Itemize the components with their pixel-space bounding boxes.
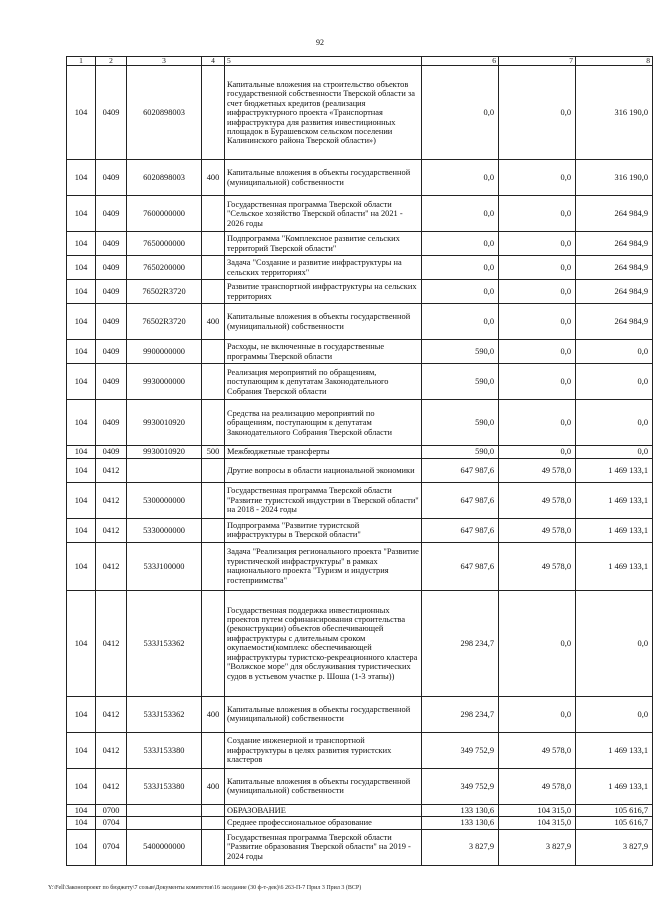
cell-amount-year1: 298 234,7 xyxy=(422,696,499,732)
cell-expense-type xyxy=(202,542,225,590)
cell-admin-code: 104 xyxy=(67,232,96,256)
table-row xyxy=(67,590,653,696)
cell-amount-year2: 0,0 xyxy=(499,232,576,256)
cell-amount-year3: 0,0 xyxy=(576,400,653,446)
cell-amount-year3: 1 469 133,1 xyxy=(576,482,653,518)
cell-section: 0412 xyxy=(96,518,127,542)
cell-amount-year2: 49 578,0 xyxy=(499,482,576,518)
cell-section: 0412 xyxy=(96,458,127,482)
table-row xyxy=(67,458,653,482)
cell-amount-year2: 0,0 xyxy=(499,340,576,364)
cell-admin-code: 104 xyxy=(67,829,96,865)
cell-amount-year2: 49 578,0 xyxy=(499,768,576,804)
cell-amount-year3: 1 469 133,1 xyxy=(576,542,653,590)
cell-target-article: 533J153380 xyxy=(127,732,202,768)
cell-admin-code: 104 xyxy=(67,160,96,196)
table-row xyxy=(67,256,653,280)
cell-expense-type xyxy=(202,482,225,518)
col-header-7: 7 xyxy=(499,57,576,66)
cell-amount-year3: 0,0 xyxy=(576,590,653,696)
cell-admin-code: 104 xyxy=(67,482,96,518)
cell-admin-code: 104 xyxy=(67,590,96,696)
cell-admin-code: 104 xyxy=(67,518,96,542)
cell-amount-year3: 1 469 133,1 xyxy=(576,768,653,804)
cell-amount-year2: 49 578,0 xyxy=(499,732,576,768)
table-row xyxy=(67,732,653,768)
cell-name: Государственная программа Тверской области "Развитие образования Тверской области" на 2019 - 2024 годы xyxy=(225,829,422,865)
cell-section: 0409 xyxy=(96,304,127,340)
cell-amount-year1: 647 987,6 xyxy=(422,542,499,590)
cell-amount-year3: 316 190,0 xyxy=(576,160,653,196)
cell-target-article: 7650200000 xyxy=(127,256,202,280)
table-row xyxy=(67,196,653,232)
cell-amount-year1: 590,0 xyxy=(422,340,499,364)
cell-expense-type xyxy=(202,364,225,400)
cell-name: Другие вопросы в области национальной экономики xyxy=(225,458,422,482)
cell-expense-type: 400 xyxy=(202,768,225,804)
cell-amount-year3: 264 984,9 xyxy=(576,280,653,304)
table-row xyxy=(67,400,653,446)
cell-name: Государственная поддержка инвестиционных проектов путем софинансирования строительства (реконструкции) объектов обеспечивающей инфраструктуры с длительным сроком окупаемости(комплекс обеспечивающей инфраструктуры туристско-рекреационного кластера "Волжское море" для обслуживания туристических судов в устьевом участке р. Шоша (1-3 этапы)) xyxy=(225,590,422,696)
cell-amount-year2: 0,0 xyxy=(499,446,576,458)
cell-name: Задача "Создание и развитие инфраструктуры на сельских территориях" xyxy=(225,256,422,280)
cell-amount-year1: 298 234,7 xyxy=(422,590,499,696)
cell-target-article: 76502R3720 xyxy=(127,304,202,340)
table-row xyxy=(67,829,653,865)
header-row xyxy=(67,57,653,66)
table-row xyxy=(67,804,653,816)
cell-section: 0409 xyxy=(96,364,127,400)
cell-amount-year1: 349 752,9 xyxy=(422,732,499,768)
cell-name: Развитие транспортной инфраструктуры на сельских территориях xyxy=(225,280,422,304)
cell-admin-code: 104 xyxy=(67,280,96,304)
cell-amount-year3: 264 984,9 xyxy=(576,196,653,232)
cell-expense-type xyxy=(202,732,225,768)
cell-name: Реализация мероприятий по обращениям, поступающим к депутатам Законодательного Собрания Тверской области xyxy=(225,364,422,400)
table-row xyxy=(67,482,653,518)
cell-target-article xyxy=(127,804,202,816)
cell-target-article: 7600000000 xyxy=(127,196,202,232)
cell-amount-year3: 1 469 133,1 xyxy=(576,732,653,768)
cell-target-article: 5330000000 xyxy=(127,518,202,542)
cell-admin-code: 104 xyxy=(67,732,96,768)
cell-section: 0409 xyxy=(96,66,127,160)
cell-target-article: 9930010920 xyxy=(127,400,202,446)
cell-name: ОБРАЗОВАНИЕ xyxy=(225,804,422,816)
cell-admin-code: 104 xyxy=(67,400,96,446)
cell-target-article: 6020898003 xyxy=(127,160,202,196)
cell-target-article: 9930010920 xyxy=(127,446,202,458)
cell-expense-type: 400 xyxy=(202,304,225,340)
cell-amount-year1: 3 827,9 xyxy=(422,829,499,865)
cell-admin-code: 104 xyxy=(67,542,96,590)
cell-amount-year2: 0,0 xyxy=(499,400,576,446)
table-body xyxy=(67,66,653,865)
cell-section: 0412 xyxy=(96,590,127,696)
cell-expense-type xyxy=(202,829,225,865)
cell-section: 0409 xyxy=(96,280,127,304)
cell-section: 0412 xyxy=(96,732,127,768)
cell-expense-type xyxy=(202,400,225,446)
cell-admin-code: 104 xyxy=(67,196,96,232)
cell-expense-type xyxy=(202,280,225,304)
cell-amount-year3: 0,0 xyxy=(576,696,653,732)
cell-name: Средства на реализацию мероприятий по обращениям, поступающим к депутатам Законодательного Собрания Тверской области xyxy=(225,400,422,446)
file-path-footer: Y:\Fell\Законопроект по бюджету\7 созыв\Документы комитетов\16 заседание (30 ф-т-дек)\6 263-П-7 Прил 3 Прил 3 (ВСР) xyxy=(48,885,362,891)
cell-section: 0409 xyxy=(96,196,127,232)
cell-amount-year1: 590,0 xyxy=(422,364,499,400)
cell-admin-code: 104 xyxy=(67,66,96,160)
page-number: 92 xyxy=(316,38,324,47)
cell-target-article xyxy=(127,458,202,482)
cell-expense-type xyxy=(202,256,225,280)
cell-amount-year1: 0,0 xyxy=(422,196,499,232)
table-row xyxy=(67,696,653,732)
table-row xyxy=(67,160,653,196)
cell-target-article: 7650000000 xyxy=(127,232,202,256)
table-row xyxy=(67,817,653,829)
cell-section: 0700 xyxy=(96,804,127,816)
cell-amount-year1: 647 987,6 xyxy=(422,518,499,542)
cell-amount-year3: 0,0 xyxy=(576,446,653,458)
col-header-5: 5 xyxy=(225,57,422,66)
cell-amount-year1: 133 130,6 xyxy=(422,804,499,816)
cell-amount-year2: 0,0 xyxy=(499,256,576,280)
cell-amount-year2: 0,0 xyxy=(499,196,576,232)
cell-expense-type xyxy=(202,804,225,816)
col-header-1: 1 xyxy=(67,57,96,66)
cell-admin-code: 104 xyxy=(67,446,96,458)
cell-amount-year1: 590,0 xyxy=(422,400,499,446)
cell-amount-year1: 349 752,9 xyxy=(422,768,499,804)
cell-expense-type xyxy=(202,340,225,364)
cell-target-article xyxy=(127,817,202,829)
table-row xyxy=(67,304,653,340)
cell-amount-year3: 1 469 133,1 xyxy=(576,518,653,542)
cell-target-article: 533J153362 xyxy=(127,696,202,732)
cell-amount-year2: 0,0 xyxy=(499,696,576,732)
cell-admin-code: 104 xyxy=(67,256,96,280)
cell-amount-year3: 0,0 xyxy=(576,340,653,364)
cell-amount-year1: 0,0 xyxy=(422,160,499,196)
cell-section: 0704 xyxy=(96,829,127,865)
cell-expense-type xyxy=(202,458,225,482)
col-header-3: 3 xyxy=(127,57,202,66)
cell-amount-year2: 0,0 xyxy=(499,280,576,304)
table-row xyxy=(67,518,653,542)
cell-name: Задача "Реализация регионального проекта "Развитие туристической инфраструктуры" в рамках национального проекта "Туризм и индустрия гостеприимства" xyxy=(225,542,422,590)
cell-name: Среднее профессиональное образование xyxy=(225,817,422,829)
table-row xyxy=(67,446,653,458)
cell-amount-year1: 647 987,6 xyxy=(422,458,499,482)
table-row xyxy=(67,340,653,364)
cell-target-article: 6020898003 xyxy=(127,66,202,160)
cell-section: 0409 xyxy=(96,256,127,280)
cell-expense-type: 400 xyxy=(202,160,225,196)
cell-admin-code: 104 xyxy=(67,804,96,816)
cell-amount-year3: 105 616,7 xyxy=(576,817,653,829)
cell-amount-year2: 0,0 xyxy=(499,160,576,196)
cell-amount-year1: 0,0 xyxy=(422,232,499,256)
cell-amount-year3: 264 984,9 xyxy=(576,304,653,340)
cell-amount-year1: 133 130,6 xyxy=(422,817,499,829)
cell-target-article: 533J100000 xyxy=(127,542,202,590)
cell-section: 0412 xyxy=(96,696,127,732)
cell-section: 0412 xyxy=(96,542,127,590)
cell-admin-code: 104 xyxy=(67,696,96,732)
cell-amount-year2: 0,0 xyxy=(499,66,576,160)
cell-expense-type xyxy=(202,590,225,696)
cell-expense-type xyxy=(202,232,225,256)
cell-name: Капитальные вложения в объекты государственной (муниципальной) собственности xyxy=(225,768,422,804)
cell-amount-year2: 104 315,0 xyxy=(499,804,576,816)
cell-amount-year3: 105 616,7 xyxy=(576,804,653,816)
cell-section: 0409 xyxy=(96,446,127,458)
col-header-4: 4 xyxy=(202,57,225,66)
cell-name: Капитальные вложения в объекты государственной (муниципальной) собственности xyxy=(225,304,422,340)
cell-amount-year2: 3 827,9 xyxy=(499,829,576,865)
cell-target-article: 533J153362 xyxy=(127,590,202,696)
cell-amount-year3: 264 984,9 xyxy=(576,256,653,280)
cell-target-article: 9900000000 xyxy=(127,340,202,364)
cell-expense-type xyxy=(202,518,225,542)
table-row xyxy=(67,232,653,256)
cell-amount-year1: 647 987,6 xyxy=(422,482,499,518)
cell-amount-year3: 316 190,0 xyxy=(576,66,653,160)
cell-name: Расходы, не включенные в государственные программы Тверской области xyxy=(225,340,422,364)
cell-target-article: 5300000000 xyxy=(127,482,202,518)
col-header-8: 8 xyxy=(576,57,653,66)
cell-amount-year2: 0,0 xyxy=(499,364,576,400)
cell-amount-year2: 49 578,0 xyxy=(499,542,576,590)
cell-admin-code: 104 xyxy=(67,768,96,804)
cell-admin-code: 104 xyxy=(67,304,96,340)
cell-amount-year1: 0,0 xyxy=(422,280,499,304)
cell-admin-code: 104 xyxy=(67,817,96,829)
col-header-2: 2 xyxy=(96,57,127,66)
cell-expense-type: 400 xyxy=(202,696,225,732)
cell-section: 0412 xyxy=(96,482,127,518)
cell-target-article: 76502R3720 xyxy=(127,280,202,304)
cell-expense-type xyxy=(202,196,225,232)
cell-amount-year2: 49 578,0 xyxy=(499,458,576,482)
cell-name: Государственная программа Тверской области "Сельское хозяйство Тверской области" на 2021 - 2026 годы xyxy=(225,196,422,232)
cell-admin-code: 104 xyxy=(67,458,96,482)
cell-target-article: 5400000000 xyxy=(127,829,202,865)
table-row xyxy=(67,66,653,160)
cell-amount-year3: 264 984,9 xyxy=(576,232,653,256)
cell-expense-type xyxy=(202,817,225,829)
table-row xyxy=(67,542,653,590)
cell-amount-year3: 3 827,9 xyxy=(576,829,653,865)
cell-name: Капитальные вложения в объекты государственной (муниципальной) собственности xyxy=(225,160,422,196)
cell-section: 0409 xyxy=(96,400,127,446)
cell-name: Капитальные вложения в объекты государственной (муниципальной) собственности xyxy=(225,696,422,732)
cell-amount-year2: 0,0 xyxy=(499,304,576,340)
cell-amount-year2: 0,0 xyxy=(499,590,576,696)
cell-amount-year3: 0,0 xyxy=(576,364,653,400)
cell-admin-code: 104 xyxy=(67,340,96,364)
table-row xyxy=(67,280,653,304)
table-row xyxy=(67,364,653,400)
cell-name: Создание инженерной и транспортной инфраструктуры в целях развития туристских кластеров xyxy=(225,732,422,768)
cell-target-article: 533J153380 xyxy=(127,768,202,804)
cell-name: Капитальные вложения на строительство объектов государственной собственности Тверской области за счет бюджетных кредитов (реализация инфраструктурного проекта «Транспортная инфраструктура для развития инвестиционных площадок в Бурашевском сельском поселении Калининского района Тверской области») xyxy=(225,66,422,160)
cell-admin-code: 104 xyxy=(67,364,96,400)
cell-target-article: 9930000000 xyxy=(127,364,202,400)
cell-name: Подпрограмма "Развитие туристской инфраструктуры в Тверской области" xyxy=(225,518,422,542)
col-header-6: 6 xyxy=(422,57,499,66)
cell-section: 0409 xyxy=(96,160,127,196)
cell-section: 0704 xyxy=(96,817,127,829)
table-row xyxy=(67,768,653,804)
cell-expense-type: 500 xyxy=(202,446,225,458)
cell-section: 0409 xyxy=(96,340,127,364)
cell-name: Подпрограмма "Комплексное развитие сельских территорий Тверской области" xyxy=(225,232,422,256)
cell-name: Государственная программа Тверской области "Развитие туристской индустрии в Тверской области" на 2018 - 2024 годы xyxy=(225,482,422,518)
budget-table xyxy=(66,56,653,866)
cell-name: Межбюджетные трансферты xyxy=(225,446,422,458)
cell-amount-year2: 104 315,0 xyxy=(499,817,576,829)
cell-amount-year1: 0,0 xyxy=(422,304,499,340)
cell-section: 0412 xyxy=(96,768,127,804)
cell-section: 0409 xyxy=(96,232,127,256)
cell-amount-year1: 0,0 xyxy=(422,66,499,160)
cell-amount-year3: 1 469 133,1 xyxy=(576,458,653,482)
cell-amount-year1: 590,0 xyxy=(422,446,499,458)
cell-expense-type xyxy=(202,66,225,160)
cell-amount-year1: 0,0 xyxy=(422,256,499,280)
cell-amount-year2: 49 578,0 xyxy=(499,518,576,542)
